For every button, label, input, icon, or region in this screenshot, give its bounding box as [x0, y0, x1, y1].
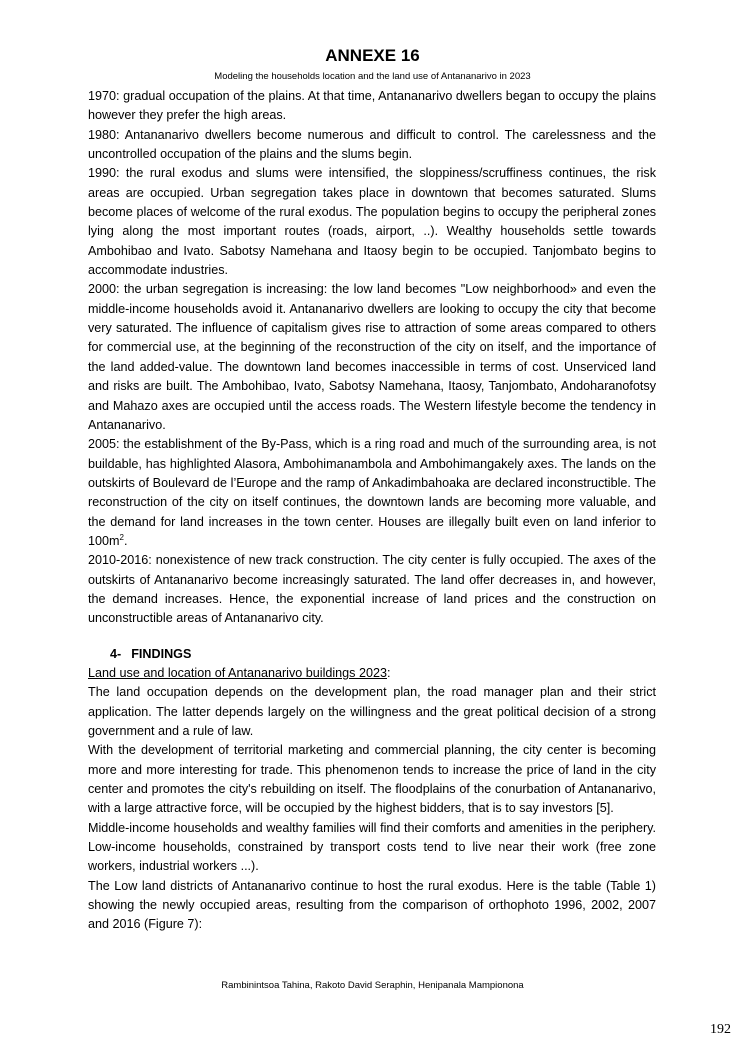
annex-subtitle: Modeling the households location and the land use of Antananarivo in 2023	[214, 71, 531, 82]
section-heading-text: FINDINGS	[131, 646, 192, 661]
section-number: 4-	[110, 646, 122, 661]
paragraph-1970: 1970: gradual occupation of the plains. At that time, Antananarivo dwellers began to occupy the plains however they prefer the high areas.	[88, 89, 656, 123]
subheading-text: Land use and location of Antananarivo buildings 2023	[88, 665, 387, 680]
paragraph-2000: 2000: the urban segregation is increasing: the low land becomes "Low neighborhood» and even the middle-income households avoid it. Antananarivo dwellers are looking to occupy the city that become very saturated. The influence of capitalism gives rise to attraction of some areas compared to others for commercial use, at the beginning of the reconstruction of the city on itself, and the importance of the land added-value. The downtown land becomes inaccessible in terms of cost. Unserviced land and risks are built. The Ambohibao, Ivato, Sabotsy Namehana, Itaosy, Tanjombato, Andoharanofotsy and Mahazo axes are occupied until the access roads. The Western lifestyle become the tendency in Antananarivo.	[88, 282, 656, 432]
paragraph-land-occupation: The land occupation depends on the development plan, the road manager plan and their strict application. The latter depends largely on the willingness and the great political decision of a strong government and a rule of law.	[88, 685, 656, 738]
paragraph-territorial-marketing: With the development of territorial marketing and commercial planning, the city center is becoming more and more interesting for trade. This phenomenon tends to increase the price of land in the city center and promotes the city's rebuilding on itself. The floodplains of the conurbation of Antananarivo, with a large attractive force, will be occupied by the highest bidders, that is to say investors [5].	[88, 743, 656, 816]
superscript-2: 2	[119, 532, 124, 542]
paragraph-2005-text: 2005: the establishment of the By-Pass, which is a ring road and much of the surrounding area, is not buildable, has highlighted Alasora, Ambohimanambola and Ambohimangakely axes. The lands on the outskirts of Boulevard de l’Europe and the ramp of Ankadimbahoaka are declared inconstructible. The reconstruction of the city on itself continues, the downtown lands are becoming more valuable, and the demand for land increases in the town center. Houses are illegally built even on land inferior to 100m	[88, 437, 656, 548]
paragraph-1980: 1980: Antananarivo dwellers become numerous and difficult to control. The carelessness and the uncontrolled occupation of the plains and the slums begin.	[88, 127, 656, 162]
paragraph-low-land: The Low land districts of Antananarivo continue to host the rural exodus. Here is the table (Table 1) showing the newly occupied areas, resulting from the comparison of orthophoto 1996, 2002, 2007 and 2016 (Figure 7):	[88, 878, 656, 932]
subheading-colon: :	[386, 665, 391, 680]
annex-title: ANNEXE 16	[325, 46, 420, 65]
paragraph-2005	[88, 435, 656, 551]
paragraph-2010-2016: 2010-2016: nonexistence of new track construction. The city center is fully occupied. The axes of the outskirts of Antananarivo become increasingly saturated. The land offer decreases in, and however, the demand increases. Hence, the exponential increase of land prices and the construction on unconstructible areas of Antananarivo city.	[88, 553, 656, 626]
section-heading-findings	[110, 645, 656, 664]
paragraph-1990: 1990: the rural exodus and slums were intensified, the sloppiness/scruffiness continues, the risk areas are occupied. Urban segregation takes place in downtown that becomes saturated. Slums become places of welcome of the rural exodus. The population begins to occupy the peripheral zones lying along the most important routes (roads, airport, ..). Wealthy households settle towards Ambohibao and Ivato. Sabotsy Namehana and Itaosy begin to be occupied. Tanjombato begins to accommodate industries.	[88, 166, 656, 278]
document-body	[88, 87, 656, 935]
subheading-land-use	[88, 664, 656, 683]
page-number: 192	[710, 1022, 731, 1037]
paragraph-households: Middle-income households and wealthy families will find their comforts and amenities in the periphery. Low-income households, constrained by transport costs tend to live near their work (free zone workers, industrial workers ...).	[88, 820, 656, 874]
footer-authors: Rambinintsoa Tahina, Rakoto David Seraphin, Henipanala Mampionona	[221, 980, 524, 991]
paragraph-2005-end: .	[123, 533, 128, 548]
